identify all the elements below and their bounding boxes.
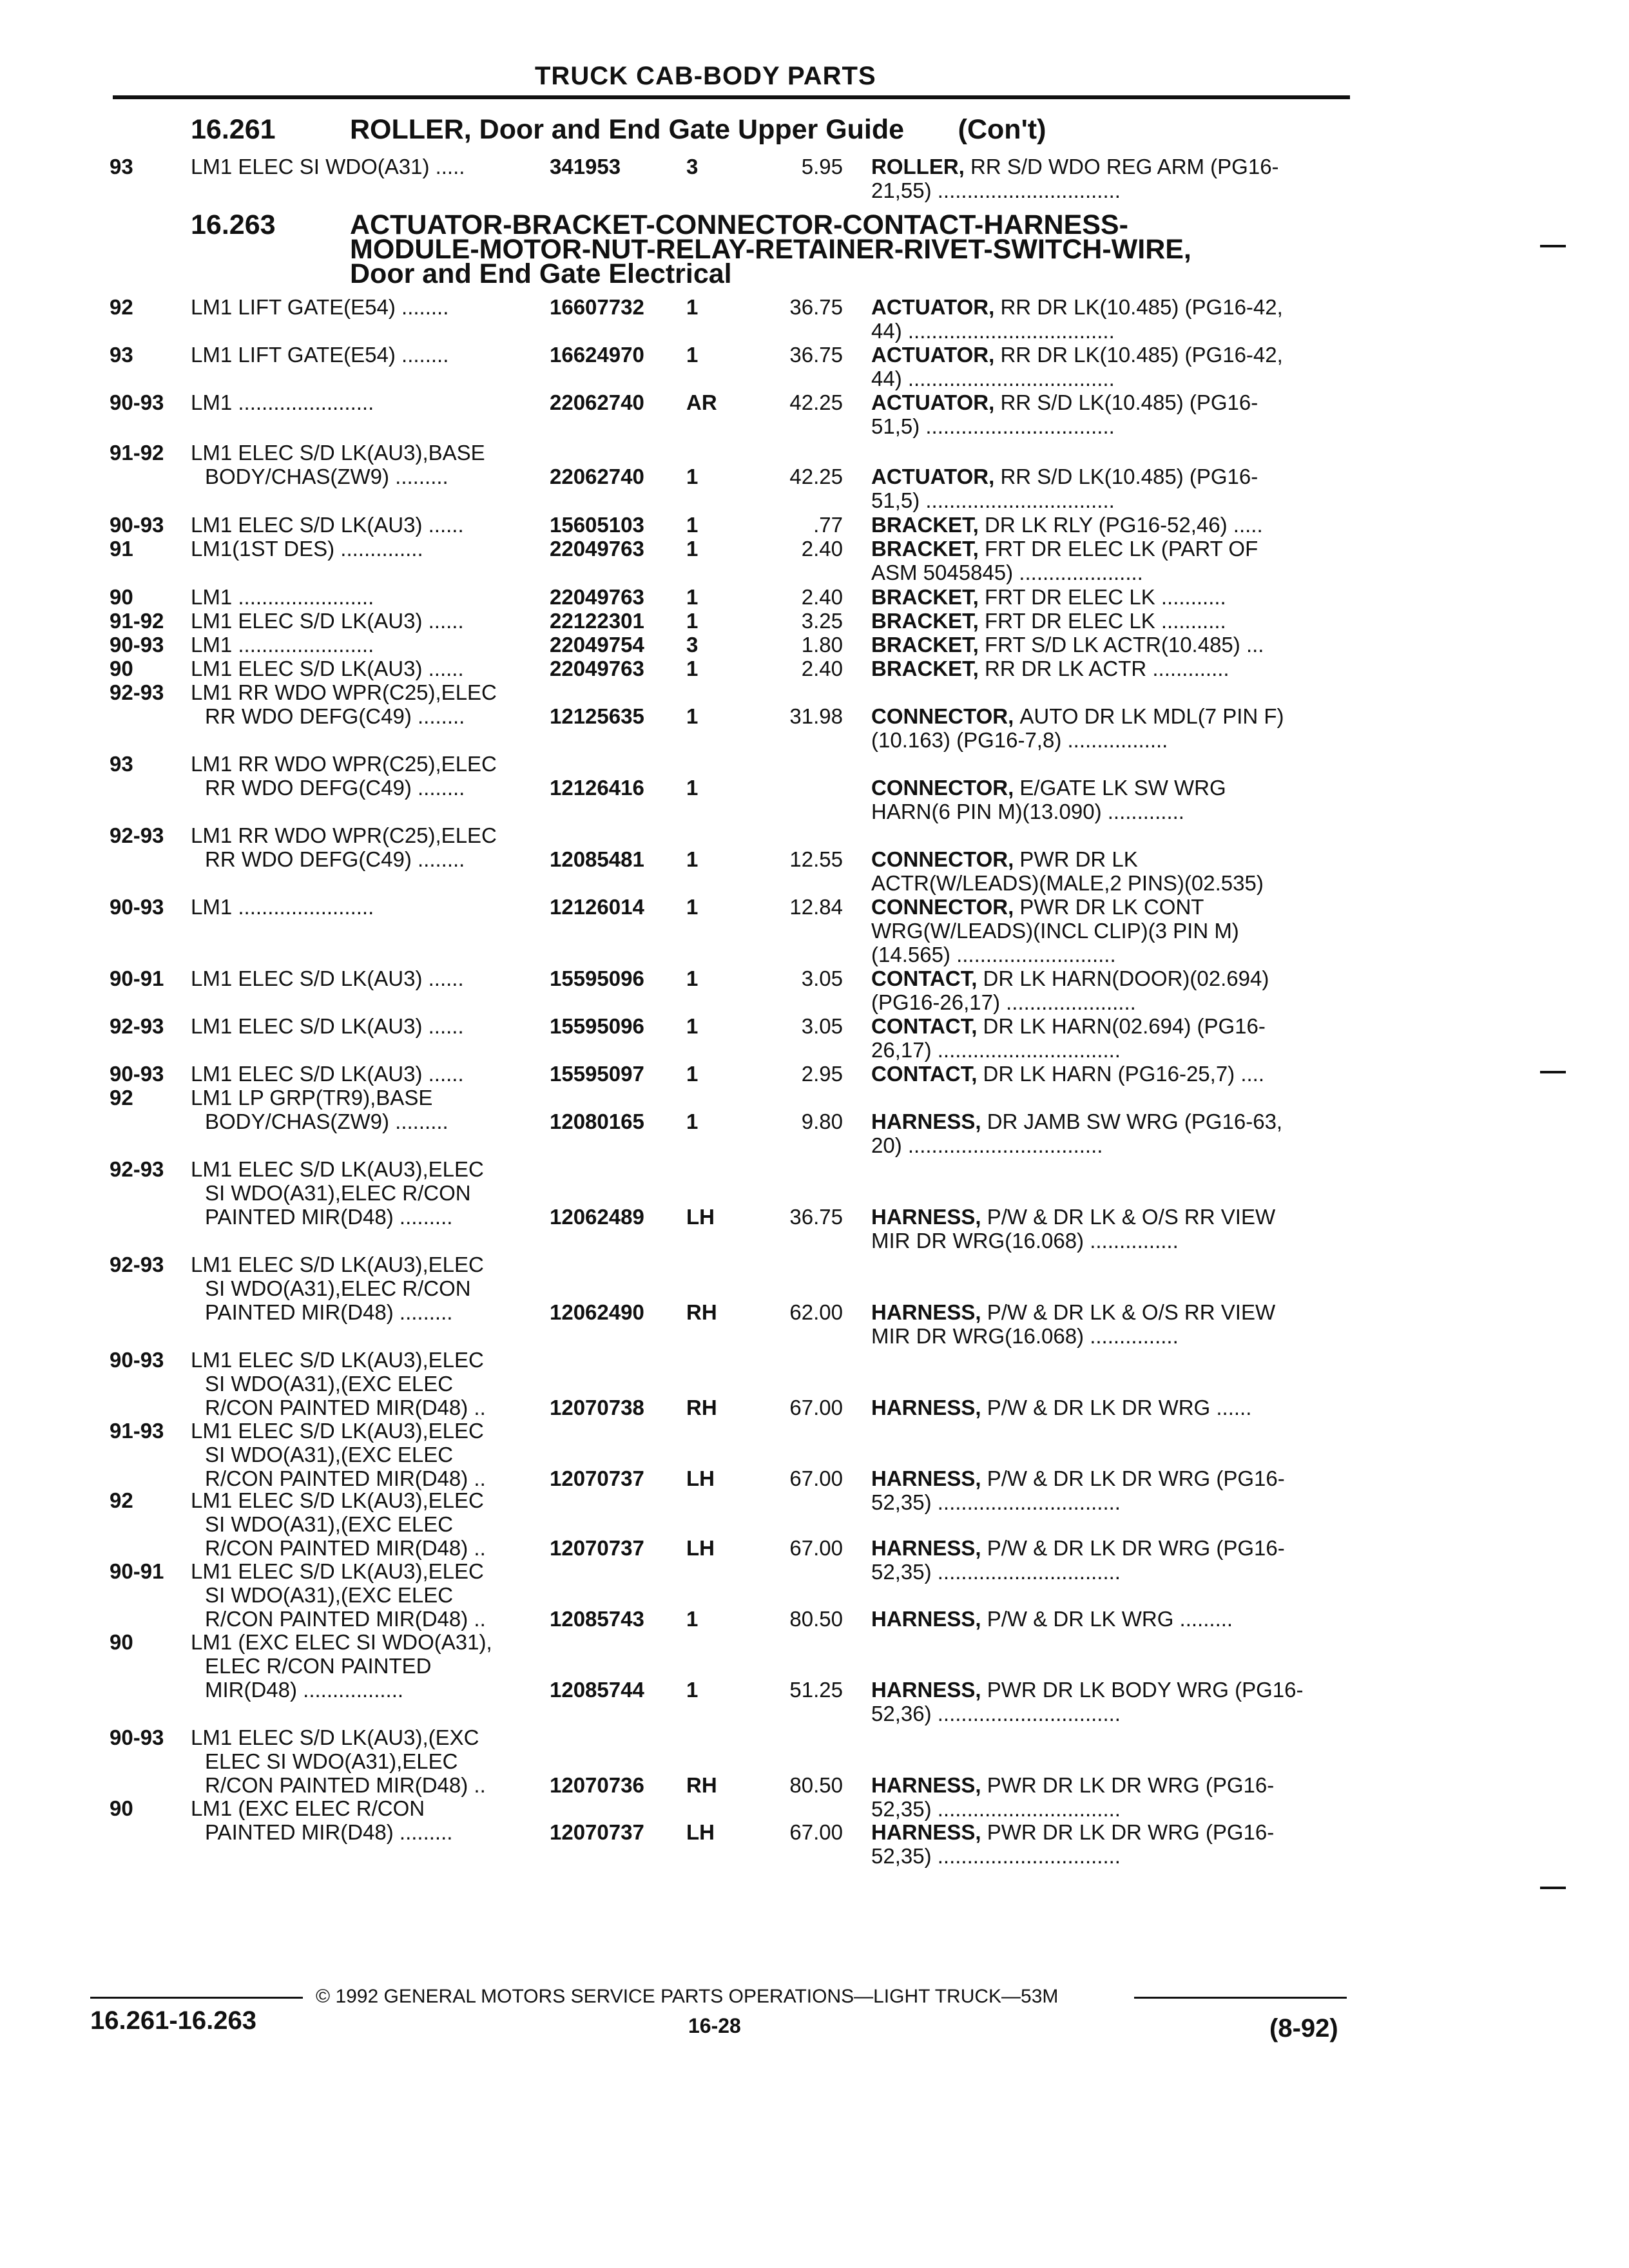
row-description: [871, 1466, 1285, 1490]
row-years: 92-93: [110, 1157, 164, 1181]
row-description: [871, 295, 1283, 319]
row-description: [871, 1773, 1274, 1797]
row-description-text: DR LK HARN (PG16-25,7) ....: [983, 1062, 1265, 1086]
row-years: 93: [110, 752, 133, 776]
row-price: 80.50: [789, 1607, 843, 1631]
row-model: LM1 .......................: [191, 895, 374, 919]
row-years: 92-93: [110, 823, 164, 847]
row-years: 92: [110, 1086, 133, 1110]
row-description: [871, 609, 1226, 633]
row-model: SI WDO(A31),(EXC ELEC: [205, 1372, 454, 1396]
row-part-number: 12070736: [550, 1773, 644, 1797]
row-model: SI WDO(A31),(EXC ELEC: [205, 1583, 454, 1607]
row-description-name: ACTUATOR,: [871, 343, 995, 367]
row-quantity: 1: [686, 1607, 699, 1631]
row-quantity: 1: [686, 295, 699, 319]
row-price: 62.00: [789, 1300, 843, 1324]
page-header-title: TRUCK CAB-BODY PARTS: [535, 62, 876, 90]
row-description-text: PWR DR LK DR WRG (PG16-: [987, 1820, 1275, 1844]
row-description: [871, 1014, 1266, 1038]
row-description-name: HARNESS,: [871, 1820, 981, 1844]
row-quantity: LH: [686, 1205, 715, 1229]
row-quantity: 1: [686, 465, 699, 488]
row-part-number: 12080165: [550, 1110, 644, 1133]
row-part-number: 16607732: [550, 295, 644, 319]
row-model: SI WDO(A31),ELEC R/CON: [205, 1181, 471, 1205]
row-description: [871, 465, 1258, 488]
row-model: LM1 LIFT GATE(E54) ........: [191, 343, 449, 367]
row-description: [871, 1110, 1282, 1133]
row-price: 42.25: [789, 465, 843, 488]
row-description: [871, 1607, 1233, 1631]
row-price: 31.98: [789, 704, 843, 728]
row-years: 90-91: [110, 966, 164, 990]
row-description-continued: 20) .................................: [871, 1133, 1103, 1157]
row-description: [871, 1678, 1304, 1702]
row-description-name: HARNESS,: [871, 1396, 981, 1419]
row-model: LM1 ELEC S/D LK(AU3),ELEC: [191, 1559, 484, 1583]
row-part-number: 12070737: [550, 1536, 644, 1560]
row-price: 67.00: [789, 1536, 843, 1560]
row-description-continued: ASM 5045845) .....................: [871, 561, 1143, 584]
row-quantity: 1: [686, 704, 699, 728]
row-price: 2.95: [801, 1062, 843, 1086]
row-years: 92-93: [110, 1014, 164, 1038]
row-part-number: 12126014: [550, 895, 644, 919]
footer-copyright: © 1992 GENERAL MOTORS SERVICE PARTS OPERATIONS—LIGHT TRUCK—53M: [316, 1986, 1059, 2007]
row-description-text: RR S/D WDO REG ARM (PG16-: [970, 155, 1279, 178]
row-description-name: HARNESS,: [871, 1773, 981, 1797]
row-model: LM1 LIFT GATE(E54) ........: [191, 295, 449, 319]
row-model: R/CON PAINTED MIR(D48) ..: [205, 1466, 486, 1490]
row-years: 90-93: [110, 633, 164, 657]
row-description: [871, 343, 1283, 367]
row-description: [871, 1536, 1285, 1560]
row-description-name: CONNECTOR,: [871, 776, 1014, 800]
row-description-text: DR LK HARN(DOOR)(02.694): [983, 966, 1269, 990]
row-model: LM1 ELEC S/D LK(AU3),ELEC: [191, 1419, 484, 1443]
section-title-line: MODULE-MOTOR-NUT-RELAY-RETAINER-RIVET-SWITCH-WIRE,: [350, 234, 1191, 265]
row-description-text: RR S/D LK(10.485) (PG16-: [1000, 465, 1258, 488]
row-description-name: CONTACT,: [871, 1062, 978, 1086]
row-model: LM1 ELEC S/D LK(AU3),(EXC: [191, 1725, 479, 1749]
row-description-text: P/W & DR LK DR WRG (PG16-: [987, 1466, 1285, 1490]
row-quantity: LH: [686, 1466, 715, 1490]
row-description-text: FRT DR ELEC LK ...........: [985, 585, 1226, 609]
section-title-line: ACTUATOR-BRACKET-CONNECTOR-CONTACT-HARNESS-: [350, 209, 1128, 240]
row-description-text: PWR DR LK DR WRG (PG16-: [987, 1773, 1275, 1797]
row-description: [871, 1062, 1264, 1086]
row-years: 92: [110, 295, 133, 319]
row-price: 36.75: [789, 295, 843, 319]
footer-rule-right: [1134, 1997, 1347, 1999]
row-quantity: 3: [686, 155, 699, 178]
row-description: [871, 847, 1138, 871]
row-model: LM1 ELEC S/D LK(AU3) ......: [191, 966, 464, 990]
row-years: 90: [110, 1796, 133, 1820]
row-description-name: HARNESS,: [871, 1678, 981, 1702]
row-years: 90-93: [110, 895, 164, 919]
row-years: 93: [110, 343, 133, 367]
row-description-continued: MIR DR WRG(16.068) ...............: [871, 1229, 1179, 1253]
row-price: 36.75: [789, 1205, 843, 1229]
row-model: LM1 ELEC SI WDO(A31) .....: [191, 155, 465, 178]
row-description-continued: 52,35) ...............................: [871, 1560, 1121, 1584]
row-description-continued: 26,17) ...............................: [871, 1038, 1121, 1062]
row-price: 42.25: [789, 390, 843, 414]
row-description-text: RR S/D LK(10.485) (PG16-: [1000, 390, 1258, 414]
row-years: 91-93: [110, 1419, 164, 1443]
row-years: 91: [110, 537, 133, 561]
row-quantity: RH: [686, 1773, 717, 1797]
header-rule: [113, 95, 1350, 99]
footer-date-code: (8-92): [1269, 2014, 1338, 2042]
row-years: 92-93: [110, 1253, 164, 1276]
row-model: RR WDO DEFG(C49) ........: [205, 704, 465, 728]
row-quantity: 1: [686, 847, 699, 871]
row-years: 93: [110, 155, 133, 178]
row-part-number: 15595096: [550, 966, 644, 990]
row-description: [871, 704, 1284, 728]
row-description-name: BRACKET,: [871, 513, 979, 537]
row-description-name: HARNESS,: [871, 1607, 981, 1631]
row-part-number: 12062489: [550, 1205, 644, 1229]
row-model: LM1 ELEC S/D LK(AU3),ELEC: [191, 1253, 484, 1276]
row-model: ELEC SI WDO(A31),ELEC: [205, 1749, 458, 1773]
row-description-name: CONTACT,: [871, 1014, 978, 1038]
row-part-number: 16624970: [550, 343, 644, 367]
row-description-continued: 52,35) ...............................: [871, 1844, 1121, 1868]
row-description-continued: 52,35) ...............................: [871, 1797, 1121, 1821]
row-description-continued: 51,5) ................................: [871, 488, 1115, 512]
row-description: [871, 633, 1264, 657]
row-description-continued: 51,5) ................................: [871, 414, 1115, 438]
row-description-name: BRACKET,: [871, 537, 979, 561]
row-description: [871, 585, 1226, 609]
section-number: 16.263: [191, 209, 276, 240]
row-quantity: 1: [686, 343, 699, 367]
section-title-line: Door and End Gate Electrical: [350, 258, 732, 289]
row-description-name: ACTUATOR,: [871, 390, 995, 414]
row-part-number: 12085744: [550, 1678, 644, 1702]
row-quantity: 1: [686, 537, 699, 561]
row-description-name: CONNECTOR,: [871, 847, 1014, 871]
row-description-continued: ACTR(W/LEADS)(MALE,2 PINS)(02.535): [871, 871, 1264, 895]
row-quantity: 1: [686, 1014, 699, 1038]
row-model: LM1 ELEC S/D LK(AU3) ......: [191, 657, 464, 680]
row-description-continued: 44) ...................................: [871, 367, 1115, 390]
row-model: LM1 ELEC S/D LK(AU3),ELEC: [191, 1348, 484, 1372]
row-quantity: LH: [686, 1820, 715, 1844]
row-price: 12.84: [789, 895, 843, 919]
row-quantity: 1: [686, 966, 699, 990]
row-part-number: 22049754: [550, 633, 644, 657]
row-price: 2.40: [801, 537, 843, 561]
row-model: LM1 .......................: [191, 585, 374, 609]
row-description-continued: 52,36) ...............................: [871, 1702, 1121, 1725]
row-description-name: HARNESS,: [871, 1300, 981, 1324]
row-price: 36.75: [789, 343, 843, 367]
row-description: [871, 1205, 1275, 1229]
row-quantity: RH: [686, 1396, 717, 1419]
row-description-continued: MIR DR WRG(16.068) ...............: [871, 1324, 1179, 1348]
row-description-name: BRACKET,: [871, 633, 979, 657]
row-part-number: 22062740: [550, 390, 644, 414]
row-model: LM1 ELEC S/D LK(AU3) ......: [191, 1014, 464, 1038]
row-description: [871, 390, 1258, 414]
row-part-number: 12085743: [550, 1607, 644, 1631]
row-part-number: 22049763: [550, 585, 644, 609]
row-years: 92-93: [110, 680, 164, 704]
row-part-number: 12126416: [550, 776, 644, 800]
row-description-name: ROLLER,: [871, 155, 965, 178]
row-model: SI WDO(A31),ELEC R/CON: [205, 1276, 471, 1300]
row-description: [871, 1396, 1251, 1419]
row-model: RR WDO DEFG(C49) ........: [205, 847, 465, 871]
section-title-line: ROLLER, Door and End Gate Upper Guide (Con't): [350, 114, 1046, 145]
row-description-name: HARNESS,: [871, 1536, 981, 1560]
row-description-text: RR DR LK ACTR .............: [985, 657, 1229, 680]
row-description-continued: (14.565) ...........................: [871, 943, 1116, 966]
row-quantity: 1: [686, 609, 699, 633]
row-description-text: PWR DR LK CONT: [1019, 895, 1204, 919]
row-description-text: P/W & DR LK DR WRG (PG16-: [987, 1536, 1285, 1560]
row-part-number: 341953: [550, 155, 621, 178]
row-description-name: HARNESS,: [871, 1466, 981, 1490]
row-description-text: DR JAMB SW WRG (PG16-63,: [987, 1110, 1283, 1133]
row-part-number: 12062490: [550, 1300, 644, 1324]
row-years: 90-93: [110, 513, 164, 537]
row-model: LM1(1ST DES) ..............: [191, 537, 423, 561]
row-price: 80.50: [789, 1773, 843, 1797]
margin-mark: [1540, 1887, 1566, 1889]
row-description-text: P/W & DR LK & O/S RR VIEW: [987, 1300, 1276, 1324]
row-price: 3.25: [801, 609, 843, 633]
row-quantity: LH: [686, 1536, 715, 1560]
row-part-number: 15595096: [550, 1014, 644, 1038]
row-model: LM1 ELEC S/D LK(AU3),ELEC: [191, 1488, 484, 1512]
row-years: 91-92: [110, 441, 164, 465]
row-price: 2.40: [801, 585, 843, 609]
row-description-text: RR DR LK(10.485) (PG16-42,: [1000, 295, 1283, 319]
row-description-name: BRACKET,: [871, 585, 979, 609]
row-description-text: P/W & DR LK & O/S RR VIEW: [987, 1205, 1276, 1229]
row-description-name: CONTACT,: [871, 966, 978, 990]
row-price: 67.00: [789, 1396, 843, 1419]
row-description-text: FRT DR ELEC LK (PART OF: [985, 537, 1258, 561]
row-description-text: FRT S/D LK ACTR(10.485) ...: [985, 633, 1264, 657]
row-model: LM1 ELEC S/D LK(AU3) ......: [191, 513, 464, 537]
row-price: 67.00: [789, 1820, 843, 1844]
row-years: 90-93: [110, 1348, 164, 1372]
row-part-number: 15595097: [550, 1062, 644, 1086]
row-description-text: P/W & DR LK DR WRG ......: [987, 1396, 1252, 1419]
row-quantity: 1: [686, 1062, 699, 1086]
row-description-text: AUTO DR LK MDL(7 PIN F): [1019, 704, 1284, 728]
row-part-number: 15605103: [550, 513, 644, 537]
row-model: LM1 .......................: [191, 390, 374, 414]
row-description-name: CONNECTOR,: [871, 895, 1014, 919]
row-price: 9.80: [801, 1110, 843, 1133]
row-model: LM1 ELEC S/D LK(AU3),BASE: [191, 441, 485, 465]
row-model: LM1 LP GRP(TR9),BASE: [191, 1086, 433, 1110]
row-description-text: E/GATE LK SW WRG: [1019, 776, 1226, 800]
row-quantity: 1: [686, 1110, 699, 1133]
row-model: PAINTED MIR(D48) .........: [205, 1205, 453, 1229]
row-years: 92: [110, 1488, 133, 1512]
row-part-number: 12085481: [550, 847, 644, 871]
row-description-name: ACTUATOR,: [871, 295, 995, 319]
row-description-text: PWR DR LK: [1019, 847, 1138, 871]
row-model: LM1 RR WDO WPR(C25),ELEC: [191, 680, 497, 704]
row-model: LM1 ELEC S/D LK(AU3),ELEC: [191, 1157, 484, 1181]
row-part-number: 22049763: [550, 537, 644, 561]
row-quantity: 3: [686, 633, 699, 657]
row-part-number: 22062740: [550, 465, 644, 488]
row-years: 90: [110, 585, 133, 609]
row-model: LM1 RR WDO WPR(C25),ELEC: [191, 752, 497, 776]
row-quantity: 1: [686, 1678, 699, 1702]
row-description-continued: 21,55) ...............................: [871, 178, 1121, 202]
row-part-number: 12070737: [550, 1466, 644, 1490]
row-description-text: RR DR LK(10.485) (PG16-42,: [1000, 343, 1283, 367]
row-description-continued: (PG16-26,17) ......................: [871, 990, 1136, 1014]
row-model: RR WDO DEFG(C49) ........: [205, 776, 465, 800]
row-description: [871, 657, 1229, 680]
row-description-text: PWR DR LK BODY WRG (PG16-: [987, 1678, 1304, 1702]
row-description-name: ACTUATOR,: [871, 465, 995, 488]
row-years: 90: [110, 1630, 133, 1654]
row-description-name: CONNECTOR,: [871, 704, 1014, 728]
row-model: SI WDO(A31),(EXC ELEC: [205, 1443, 454, 1466]
row-model: LM1 ELEC S/D LK(AU3) ......: [191, 609, 464, 633]
section-number: 16.261: [191, 114, 276, 145]
row-model: SI WDO(A31),(EXC ELEC: [205, 1512, 454, 1536]
row-model: LM1 RR WDO WPR(C25),ELEC: [191, 823, 497, 847]
row-description-name: HARNESS,: [871, 1110, 981, 1133]
row-model: R/CON PAINTED MIR(D48) ..: [205, 1396, 486, 1419]
row-model: R/CON PAINTED MIR(D48) ..: [205, 1536, 486, 1560]
row-years: 90-91: [110, 1559, 164, 1583]
row-model: PAINTED MIR(D48) .........: [205, 1820, 453, 1844]
row-description-continued: 44) ...................................: [871, 319, 1115, 343]
row-years: 90-93: [110, 1062, 164, 1086]
row-description-name: BRACKET,: [871, 657, 979, 680]
row-price: 3.05: [801, 966, 843, 990]
row-years: 90-93: [110, 1725, 164, 1749]
row-model: R/CON PAINTED MIR(D48) ..: [205, 1773, 486, 1797]
margin-mark: [1540, 1071, 1566, 1073]
row-quantity: 1: [686, 776, 699, 800]
row-quantity: 1: [686, 895, 699, 919]
row-description: [871, 155, 1279, 178]
row-description: [871, 776, 1226, 800]
row-price: 2.40: [801, 657, 843, 680]
row-description: [871, 513, 1263, 537]
row-model: BODY/CHAS(ZW9) .........: [205, 1110, 448, 1133]
row-model: LM1 (EXC ELEC SI WDO(A31),: [191, 1630, 492, 1654]
row-part-number: 12125635: [550, 704, 644, 728]
row-description-continued: HARN(6 PIN M)(13.090) .............: [871, 800, 1184, 823]
row-price: 67.00: [789, 1466, 843, 1490]
row-model: MIR(D48) .................: [205, 1678, 404, 1702]
row-description-continued: (10.163) (PG16-7,8) .................: [871, 728, 1168, 752]
row-price: 12.55: [789, 847, 843, 871]
row-years: 91-92: [110, 609, 164, 633]
row-description: [871, 895, 1204, 919]
row-years: 90: [110, 657, 133, 680]
row-quantity: RH: [686, 1300, 717, 1324]
row-years: 90-93: [110, 390, 164, 414]
row-description: [871, 966, 1269, 990]
row-model: ELEC R/CON PAINTED: [205, 1654, 432, 1678]
row-part-number: 12070738: [550, 1396, 644, 1419]
row-description-text: DR LK RLY (PG16-52,46) .....: [985, 513, 1263, 537]
row-price: 1.80: [801, 633, 843, 657]
row-description: [871, 1300, 1275, 1324]
row-part-number: 22049763: [550, 657, 644, 680]
row-price: 3.05: [801, 1014, 843, 1038]
row-part-number: 12070737: [550, 1820, 644, 1844]
row-description: [871, 537, 1258, 561]
footer-page-number: 16-28: [688, 2014, 741, 2037]
row-model: LM1 (EXC ELEC R/CON: [191, 1796, 425, 1820]
footer-section-range: 16.261-16.263: [90, 2006, 257, 2035]
footer-rule-left: [90, 1997, 303, 1999]
row-part-number: 22122301: [550, 609, 644, 633]
row-description-text: FRT DR ELEC LK ...........: [985, 609, 1226, 633]
row-model: LM1 .......................: [191, 633, 374, 657]
row-description-continued: WRG(W/LEADS)(INCL CLIP)(3 PIN M): [871, 919, 1239, 943]
row-quantity: AR: [686, 390, 717, 414]
row-price: 51.25: [789, 1678, 843, 1702]
row-quantity: 1: [686, 585, 699, 609]
row-quantity: 1: [686, 513, 699, 537]
row-description-text: P/W & DR LK WRG .........: [987, 1607, 1233, 1631]
row-quantity: 1: [686, 657, 699, 680]
row-price: 5.95: [801, 155, 843, 178]
row-description: [871, 1820, 1274, 1844]
row-description-name: HARNESS,: [871, 1205, 981, 1229]
row-description-name: BRACKET,: [871, 609, 979, 633]
row-model: R/CON PAINTED MIR(D48) ..: [205, 1607, 486, 1631]
row-description-continued: 52,35) ...............................: [871, 1490, 1121, 1514]
row-model: PAINTED MIR(D48) .........: [205, 1300, 453, 1324]
row-description-text: DR LK HARN(02.694) (PG16-: [983, 1014, 1266, 1038]
row-price: .77: [813, 513, 843, 537]
margin-mark: [1540, 245, 1566, 247]
row-model: LM1 ELEC S/D LK(AU3) ......: [191, 1062, 464, 1086]
row-model: BODY/CHAS(ZW9) .........: [205, 465, 448, 488]
